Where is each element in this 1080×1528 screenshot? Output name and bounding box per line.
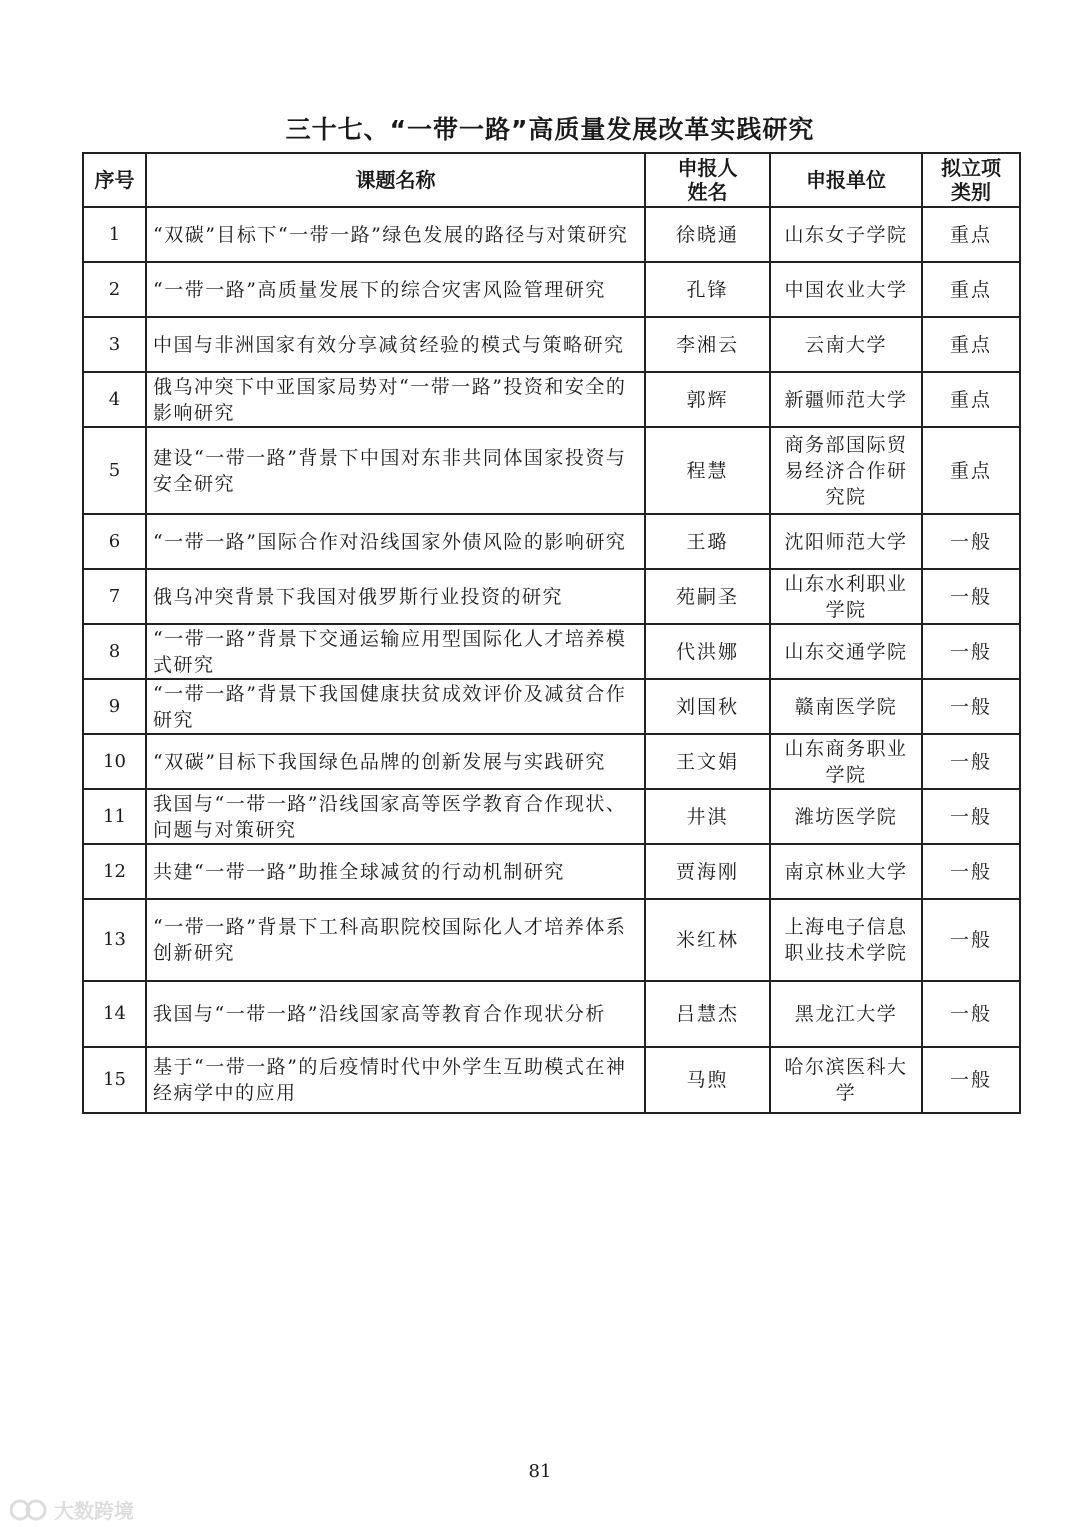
header-applicant-line2: 姓名 (687, 180, 728, 204)
header-index: 序号 (83, 153, 146, 207)
row-applicant: 程慧 (645, 427, 770, 514)
row-applicant: 郭辉 (645, 372, 770, 427)
table-row (83, 734, 1020, 789)
row-unit: 云南大学 (770, 317, 922, 372)
row-unit: 赣南医学院 (770, 679, 922, 734)
table-row (83, 207, 1020, 262)
page-number: 81 (528, 1461, 552, 1482)
row-applicant: 孔锋 (645, 262, 770, 317)
row-topic: “双碳”目标下我国绿色品牌的创新发展与实践研究 (146, 734, 645, 789)
row-topic: 俄乌冲突背景下我国对俄罗斯行业投资的研究 (146, 569, 645, 624)
row-unit: 山东交通学院 (770, 624, 922, 679)
row-category: 重点 (922, 262, 1020, 317)
header-category (922, 153, 1020, 207)
table-row (83, 427, 1020, 514)
row-number: 9 (83, 679, 146, 734)
row-number: 13 (83, 899, 146, 981)
row-unit: 中国农业大学 (770, 262, 922, 317)
table-row (83, 317, 1020, 372)
row-applicant: 王璐 (645, 514, 770, 569)
project-table (82, 152, 1021, 1114)
row-topic: 中国与非洲国家有效分享减贫经验的模式与策略研究 (146, 317, 645, 372)
row-number: 10 (83, 734, 146, 789)
row-number: 4 (83, 372, 146, 427)
table-row (83, 844, 1020, 899)
watermark (10, 1495, 134, 1524)
row-topic: 共建“一带一路”助推全球减贫的行动机制研究 (146, 844, 645, 899)
row-number: 6 (83, 514, 146, 569)
row-unit: 商务部国际贸易经济合作研究院 (770, 427, 922, 514)
watermark-text: 大数跨境 (54, 1499, 134, 1523)
row-unit: 山东水利职业学院 (770, 569, 922, 624)
row-unit: 山东商务职业学院 (770, 734, 922, 789)
row-applicant: 刘国秋 (645, 679, 770, 734)
row-category: 一般 (922, 789, 1020, 844)
header-unit: 申报单位 (770, 153, 922, 207)
table-row (83, 569, 1020, 624)
header-applicant-line1: 申报人 (677, 156, 738, 180)
header-category-line1: 拟立项 (941, 156, 1001, 180)
row-category: 一般 (922, 514, 1020, 569)
row-applicant: 王文娟 (645, 734, 770, 789)
table-row (83, 624, 1020, 679)
row-applicant: 苑嗣圣 (645, 569, 770, 624)
row-category: 重点 (922, 207, 1020, 262)
row-topic: 俄乌冲突下中亚国家局势对“一带一路”投资和安全的影响研究 (146, 372, 645, 427)
row-applicant: 李湘云 (645, 317, 770, 372)
row-unit: 新疆师范大学 (770, 372, 922, 427)
row-topic: “一带一路”背景下工科高职院校国际化人才培养体系创新研究 (146, 899, 645, 981)
row-unit: 哈尔滨医科大学 (770, 1047, 922, 1113)
row-category: 一般 (922, 679, 1020, 734)
row-topic: “一带一路”国际合作对沿线国家外债风险的影响研究 (146, 514, 645, 569)
row-number: 3 (83, 317, 146, 372)
table-row (83, 262, 1020, 317)
row-applicant: 马煦 (645, 1047, 770, 1113)
row-topic: “一带一路”背景下交通运输应用型国际化人才培养模式研究 (146, 624, 645, 679)
row-category: 一般 (922, 844, 1020, 899)
row-number: 8 (83, 624, 146, 679)
table-row (83, 372, 1020, 427)
table-row (83, 789, 1020, 844)
row-number: 15 (83, 1047, 146, 1113)
table-row (83, 514, 1020, 569)
row-unit: 南京林业大学 (770, 844, 922, 899)
table-row (83, 899, 1020, 981)
table-row (83, 1047, 1020, 1113)
row-topic: “一带一路”背景下我国健康扶贫成效评价及减贫合作研究 (146, 679, 645, 734)
row-category: 一般 (922, 1047, 1020, 1113)
page-title: 三十七、“一带一路”高质量发展改革实践研究 (285, 115, 815, 144)
row-unit: 黑龙江大学 (770, 981, 922, 1047)
row-applicant: 贾海刚 (645, 844, 770, 899)
row-category: 一般 (922, 624, 1020, 679)
row-unit: 山东女子学院 (770, 207, 922, 262)
row-category: 重点 (922, 372, 1020, 427)
row-topic: 基于“一带一路”的后疫情时代中外学生互助模式在神经病学中的应用 (146, 1047, 645, 1113)
row-number: 5 (83, 427, 146, 514)
row-applicant: 吕慧杰 (645, 981, 770, 1047)
header-category-line2: 类别 (951, 180, 991, 204)
row-unit: 上海电子信息职业技术学院 (770, 899, 922, 981)
table-row (83, 981, 1020, 1047)
row-number: 1 (83, 207, 146, 262)
row-number: 2 (83, 262, 146, 317)
header-topic: 课题名称 (146, 153, 645, 207)
table-row (83, 679, 1020, 734)
row-number: 14 (83, 981, 146, 1047)
row-unit: 潍坊医学院 (770, 789, 922, 844)
row-topic: 我国与“一带一路”沿线国家高等教育合作现状分析 (146, 981, 645, 1047)
row-applicant: 徐晓通 (645, 207, 770, 262)
row-number: 11 (83, 789, 146, 844)
watermark-logo-icon (10, 1498, 50, 1522)
row-number: 7 (83, 569, 146, 624)
row-number: 12 (83, 844, 146, 899)
row-applicant: 井淇 (645, 789, 770, 844)
row-topic: 我国与“一带一路”沿线国家高等医学教育合作现状、问题与对策研究 (146, 789, 645, 844)
row-category: 一般 (922, 899, 1020, 981)
header-applicant (645, 153, 770, 207)
row-category: 一般 (922, 569, 1020, 624)
row-applicant: 米红林 (645, 899, 770, 981)
row-category: 一般 (922, 734, 1020, 789)
row-category: 重点 (922, 317, 1020, 372)
row-topic: 建设“一带一路”背景下中国对东非共同体国家投资与安全研究 (146, 427, 645, 514)
row-category: 一般 (922, 981, 1020, 1047)
row-category: 重点 (922, 427, 1020, 514)
row-topic: “一带一路”高质量发展下的综合灾害风险管理研究 (146, 262, 645, 317)
row-unit: 沈阳师范大学 (770, 514, 922, 569)
table-header-row (83, 153, 1020, 207)
row-applicant: 代洪娜 (645, 624, 770, 679)
row-topic: “双碳”目标下“一带一路”绿色发展的路径与对策研究 (146, 207, 645, 262)
